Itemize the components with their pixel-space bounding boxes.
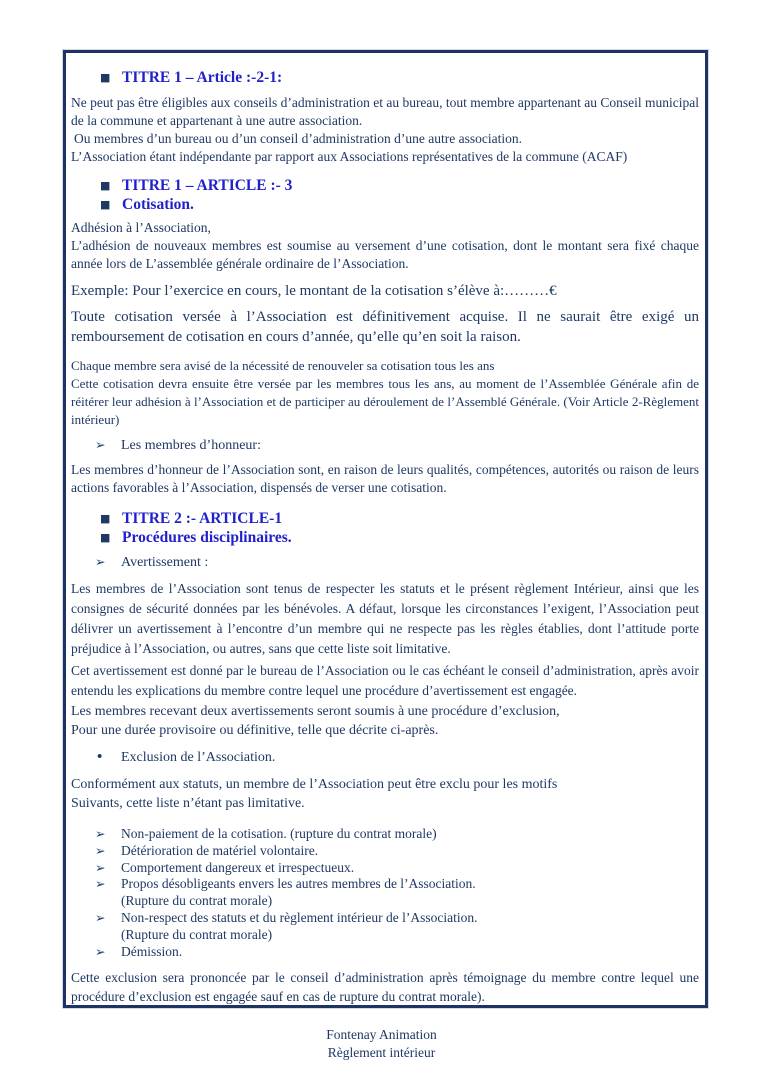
document-border-frame: [63, 50, 708, 1008]
motif-text: Comportement dangereux et irrespectueux.: [121, 859, 355, 875]
page-footer: [0, 1026, 763, 1062]
para-avertissement-bureau: Cet avertissement est donné par le bureau de l’Association ou le cas échéant le conseil d’administration, après avoir entendu les explications du membre contre lequel une procédure d’avertissement est engagée.: [71, 663, 699, 698]
arrowhead-bullet-icon: ➢: [95, 437, 106, 452]
motif-note: (Rupture du contrat morale): [121, 926, 273, 942]
heading-titre1-article-2-1: [71, 68, 699, 87]
square-bullet-icon: ■: [100, 512, 111, 525]
line-ou-membres: Ou membres d’un bureau ou d’un conseil d’administration d’une autre association.: [74, 131, 523, 146]
section-adhesion: [71, 219, 699, 273]
arrowhead-bullet-icon: ➢: [95, 554, 106, 569]
list-item-motif: [71, 944, 699, 961]
heading-titre1-article-3: [71, 176, 699, 214]
list-item-exclusion: [71, 748, 699, 767]
square-bullet-icon: ■: [100, 531, 111, 544]
para-exclusion-prononcee: Cette exclusion sera prononcée par le conseil d’administration après témoignage du membre contre lequel une procédure d’exclusion est engagée sauf en cas de rupture du contrat morale).: [71, 970, 699, 1005]
para-cotisation-acquise: Toute cotisation versée à l’Association est définitivement acquise. Il ne saurait être exigé un remboursement de cotisation en cours d’année, qu’elle qu’en soit la raison.: [71, 309, 699, 345]
line-liste-non-limitative: Suivants, cette liste n’étant pas limitative.: [71, 796, 305, 811]
round-bullet-icon: •: [97, 749, 103, 765]
line-renouvellement: Chaque membre sera avisé de la nécessité de renouveler sa cotisation tous les ans: [71, 358, 495, 373]
para-renouvellement: Cette cotisation devra ensuite être versée par les membres tous les ans, au moment de l’Assemblée Générale afin de réitérer leur adhésion à l’Association et de participer au déroulement de l’Assemblé Générale. (Voir Article 2-Règlement intérieur): [71, 376, 699, 427]
square-bullet-icon: ■: [100, 71, 111, 84]
list-item-label: Exclusion de l’Association.: [121, 750, 276, 765]
line-deux-avertissements: Les membres recevant deux avertissements seront soumis à une procédure d’exclusion,: [71, 704, 560, 719]
para-exemple-cotisation: Exemple: Pour l’exercice en cours, le montant de la cotisation s’élève à:………€: [71, 283, 557, 299]
section-motifs-intro: [71, 775, 699, 813]
line-duree-provisoire: Pour une durée provisoire ou définitive, telle que décrite ci-après.: [71, 723, 439, 738]
arrowhead-bullet-icon: ➢: [95, 909, 106, 925]
arrowhead-bullet-icon: ➢: [95, 876, 106, 892]
heading-text: TITRE 1 – Article :-2-1:: [122, 69, 283, 86]
list-item-motif: [71, 876, 699, 910]
heading-titre2-article-1: [71, 509, 699, 547]
motif-text: Non-paiement de la cotisation. (rupture du contrat morale): [121, 826, 437, 841]
motif-text: Démission.: [121, 943, 183, 959]
list-motifs-exclusion: [71, 826, 699, 960]
motif-text: Propos désobligeants envers les autres membres de l’Association.: [121, 876, 476, 892]
section-renouvellement: [71, 357, 699, 429]
arrowhead-bullet-icon: ➢: [95, 859, 106, 875]
para-eligibilite: Ne peut pas être éligibles aux conseils d’administration et au bureau, tout membre appartenant au Conseil municipal de la commune et appartenant à une autre association.: [71, 95, 699, 128]
line-association-independante: L’Association étant indépendante par rapport aux Associations représentatives de la commune (ACAF): [71, 149, 628, 164]
list-item-motif: [71, 826, 699, 843]
heading-text: Procédures disciplinaires.: [122, 529, 292, 546]
heading-text: Cotisation.: [122, 196, 194, 213]
list-item-motif: [71, 910, 699, 944]
para-avertissement-regles: Les membres de l’Association sont tenus de respecter les statuts et le présent règlement Intérieur, ainsi que les consignes de sécurité données par les bénévoles. A défaut, lorsque les circonstances l’exigent, l’Association peut délivrer un avertissement à l’encontre d’un membre qui ne respecte pas les règles établies, dont l’attitude porte préjudice à l’Association, ou autres, sans que cette liste soit limitative.: [71, 581, 699, 656]
list-item-motif: [71, 843, 699, 860]
list-item-label: Avertissement :: [121, 555, 209, 570]
motif-note: (Rupture du contrat morale): [121, 893, 273, 909]
section-eligibilite: [71, 94, 699, 166]
motif-text: Non-respect des statuts et du règlement intérieur de l’Association.: [121, 909, 478, 925]
arrowhead-bullet-icon: ➢: [95, 826, 106, 841]
para-membres-honneur: Les membres d’honneur de l’Association sont, en raison de leurs qualités, compétences, autorités ou raison de leurs actions favorables à l’Association, dispensés de verser une cotisation.: [71, 462, 699, 495]
motif-text: Détérioration de matériel volontaire.: [121, 842, 319, 858]
list-item-avertissement: [71, 553, 699, 572]
section-deux-avertissements: [71, 702, 699, 740]
para-adhesion: L’adhésion de nouveaux membres est soumise au versement d’une cotisation, dont le montant sera fixé chaque année lors de L’assemblée générale ordinaire de l’Association.: [71, 238, 699, 271]
square-bullet-icon: ■: [100, 179, 111, 192]
line-adhesion-intro: Adhésion à l’Association,: [71, 220, 211, 235]
list-item-membres-honneur: [71, 436, 699, 455]
arrowhead-bullet-icon: ➢: [95, 842, 106, 858]
heading-text: TITRE 1 – ARTICLE :- 3: [122, 177, 293, 194]
line-motifs-intro: Conformément aux statuts, un membre de l’Association peut être exclu pour les motifs: [71, 777, 558, 792]
heading-text: TITRE 2 :- ARTICLE-1: [122, 510, 283, 527]
footer-document-title: Règlement intérieur: [327, 1045, 436, 1060]
footer-association-name: Fontenay Animation: [326, 1027, 437, 1042]
list-item-motif: [71, 860, 699, 877]
square-bullet-icon: ■: [100, 198, 111, 211]
arrowhead-bullet-icon: ➢: [95, 943, 106, 959]
list-item-label: Les membres d’honneur:: [121, 438, 261, 453]
